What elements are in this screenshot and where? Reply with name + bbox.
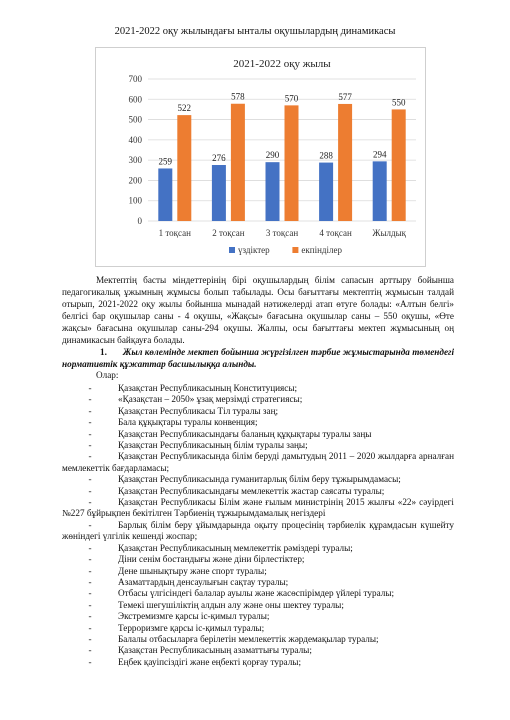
- list-dash: -: [88, 519, 92, 530]
- y-tick-label: 500: [128, 114, 142, 125]
- data-label: 259: [158, 156, 173, 167]
- data-label: 578: [231, 91, 245, 102]
- list-lead: Олар:: [96, 370, 119, 380]
- list-item: [62, 406, 454, 417]
- data-label: 577: [338, 91, 352, 102]
- x-tick-label: 1 тоқсан: [158, 228, 191, 238]
- list-dash: -: [88, 383, 92, 393]
- list-item-text: Қазақстан Республикасында білім беруді дамытудың 2011 – 2020 жылдарға арналған мемлекеттік бағдарламасы;: [62, 451, 454, 473]
- data-label: 290: [265, 150, 280, 161]
- section-heading: [62, 346, 454, 370]
- list-item-text: Қазақстан Республикасының білім туралы заңы;: [118, 440, 308, 451]
- data-label: 522: [177, 103, 192, 114]
- list-dash: -: [88, 633, 92, 644]
- bar-chart: [95, 47, 426, 267]
- data-label: 276: [212, 153, 226, 164]
- list-item-text: Қазақстан Республикасының Конституциясы;: [118, 383, 298, 393]
- list-dash: -: [88, 542, 92, 553]
- list-item-text: Отбасы үлгісіндегі балалар ауылы және жасөспірімдер үйлері туралы;: [118, 588, 395, 599]
- list-item: [62, 451, 454, 474]
- y-tick-label: 0: [137, 216, 142, 226]
- list-item: [62, 520, 454, 543]
- data-label: 288: [319, 150, 333, 161]
- list-item: [62, 554, 454, 565]
- list-dash: -: [88, 588, 92, 599]
- list-item: [62, 566, 454, 577]
- legend-label: екпінділер: [301, 245, 342, 255]
- bar-uzdikter: [266, 162, 280, 221]
- y-tick-label: 400: [128, 134, 142, 145]
- list-dash: -: [88, 440, 92, 451]
- list-item: [62, 486, 454, 497]
- bar-ekpindiler: [177, 115, 191, 221]
- list-item-text: Еңбек қауіпсіздігі және еңбекті қорғау туралы;: [118, 656, 302, 667]
- list-item-text: Қазақстан Республикасының мемлекеттік рәміздері туралы;: [118, 542, 353, 553]
- bar-ekpindiler: [338, 104, 352, 221]
- list-item-text: Балалы отбасыларға берілетін мемлекеттік жәрдемақылар туралы;: [118, 633, 379, 644]
- bar-uzdikter: [158, 168, 172, 221]
- list-dash: -: [88, 656, 92, 667]
- list-item-text: Қазақстан Республикасындағы мемлекеттік жастар саясаты туралы;: [118, 485, 385, 496]
- list-dash: -: [88, 554, 92, 565]
- list-item-text: Бала құқықтары туралы конвенция;: [118, 417, 258, 428]
- list-dash: -: [88, 405, 92, 416]
- list-item: [62, 611, 454, 622]
- list-item: [62, 417, 454, 428]
- legend-label: үздіктер: [238, 245, 270, 255]
- y-tick-label: 700: [128, 74, 142, 84]
- list-item: [62, 588, 454, 599]
- x-tick-label: Жылдық: [372, 228, 407, 238]
- bar-ekpindiler: [392, 109, 406, 221]
- list-dash: -: [88, 576, 92, 587]
- x-tick-label: 3 тоқсан: [265, 228, 299, 238]
- list-dash: -: [88, 497, 92, 508]
- list-item-text: «Қазақстан – 2050» ұзақ мерзімді стратегиясы;: [118, 394, 303, 405]
- list-dash: -: [88, 394, 92, 405]
- bar-ekpindiler: [231, 104, 245, 221]
- list-item-text: Қазақстан Республикасында гуманитарлық білім беру тұжырымдамасы;: [118, 474, 401, 485]
- legend-swatch: [292, 247, 298, 253]
- list-item-text: Қазақстан Республикасындағы баланың құқықтары туралы заңы: [118, 428, 372, 439]
- list-dash: -: [88, 417, 92, 428]
- list-item: [62, 440, 454, 451]
- list-dash: -: [88, 622, 92, 633]
- bar-ekpindiler: [285, 105, 299, 221]
- list-item: [62, 634, 454, 645]
- list-dash: -: [88, 565, 92, 576]
- list-item-text: Темекі шегушіліктің алдын алу және оны шектеу туралы;: [118, 599, 344, 610]
- bar-uzdikter: [373, 161, 387, 221]
- list-dash: -: [88, 485, 92, 496]
- list-item-text: Қазақстан Республикасының азаматтығы туралы;: [118, 645, 312, 656]
- list-dash: -: [88, 428, 92, 439]
- list-dash: -: [88, 599, 92, 610]
- data-label: 294: [372, 149, 387, 160]
- section-heading-text: Жыл көлемінде мектеп бойынша жүргізілген тәрбие жұмыстарында төмендегі нормативтік құжаттар басшылыққа алынды.: [62, 347, 454, 369]
- y-tick-label: 600: [128, 94, 142, 105]
- list-item: [62, 429, 454, 440]
- list-item: [62, 645, 454, 656]
- list-item-text: Қазақстан Республикасы Білім және ғылым министрінің 2015 жылғы «22» сәуірдегі №227 бұйрықпен бекітілген Тәрбиенің тұжырымдамалық негіздері: [62, 497, 454, 519]
- list-item: [62, 383, 454, 394]
- list-item-text: Терроризмге қарсы іс-қимыл туралы;: [118, 622, 265, 633]
- list-item: [62, 623, 454, 634]
- list-dash: -: [88, 645, 92, 656]
- regulations-list: [62, 383, 454, 668]
- data-label: 570: [284, 93, 299, 104]
- list-dash: -: [88, 474, 92, 485]
- y-tick-label: 200: [128, 175, 142, 186]
- document-title: 2021-2022 оқу жылындағы ынталы оқушылардың динамикасы: [114, 26, 396, 37]
- list-dash: -: [88, 611, 92, 622]
- list-item-text: Азаматтардың денсаулығын сақтау туралы;: [118, 576, 289, 587]
- list-item: [62, 600, 454, 611]
- legend-swatch: [229, 247, 235, 253]
- list-item: [62, 394, 454, 405]
- list-item-text: Барлық білім беру ұйымдарында оқыту процесінің тәрбиелік құрамдасын күшейту жөніндегі үлгілік кешенді жоспар;: [62, 519, 454, 542]
- list-item-text: Дене шынықтыру және спорт туралы;: [118, 565, 267, 576]
- list-item-text: Қазақстан Республикасы Тіл туралы заң;: [118, 405, 279, 416]
- bar-uzdikter: [212, 165, 226, 221]
- results-paragraph: Мектептің басты міндеттерінің бірі оқушылардың білім сапасын арттыру бойынша педагогикалық ұжымның жұмысы болып табылады. Осы бағыттағы мектептің жұмысын талдай отырып, 2021-2022 оқу жылы бойынша мынадай нәтижелерді атап өтуге болады: «Алтын белгі» белгісі бар оқушылар саны - 4 оқушы, «Жақсы» бағасына оқушылар саны – 550 оқушы, «Өте жақсы» бағасына оқушылар саны-294 оқушы. Жалпы, осы бағыттағы мектеп жұмысының оң динамикасын байқауға болады.: [62, 275, 454, 345]
- x-tick-label: 2 тоқсан: [212, 228, 245, 238]
- list-item-text: Діни сенім бостандығы және діни бірлестіктер;: [118, 554, 305, 565]
- chart-title: 2021-2022 оқу жылы: [233, 58, 331, 70]
- bar-uzdikter: [319, 163, 333, 221]
- y-tick-label: 100: [128, 195, 142, 206]
- list-item: [62, 497, 454, 520]
- list-item: [62, 543, 454, 554]
- section-number: 1.: [100, 347, 107, 357]
- list-dash: -: [88, 451, 92, 462]
- data-label: 550: [391, 97, 406, 108]
- y-tick-label: 300: [128, 155, 142, 166]
- list-item: [62, 657, 454, 668]
- list-item: [62, 577, 454, 588]
- list-item: [62, 474, 454, 485]
- list-item-text: Экстремизмге қарсы іс-қимыл туралы;: [118, 611, 270, 622]
- x-tick-label: 4 тоқсан: [319, 228, 352, 238]
